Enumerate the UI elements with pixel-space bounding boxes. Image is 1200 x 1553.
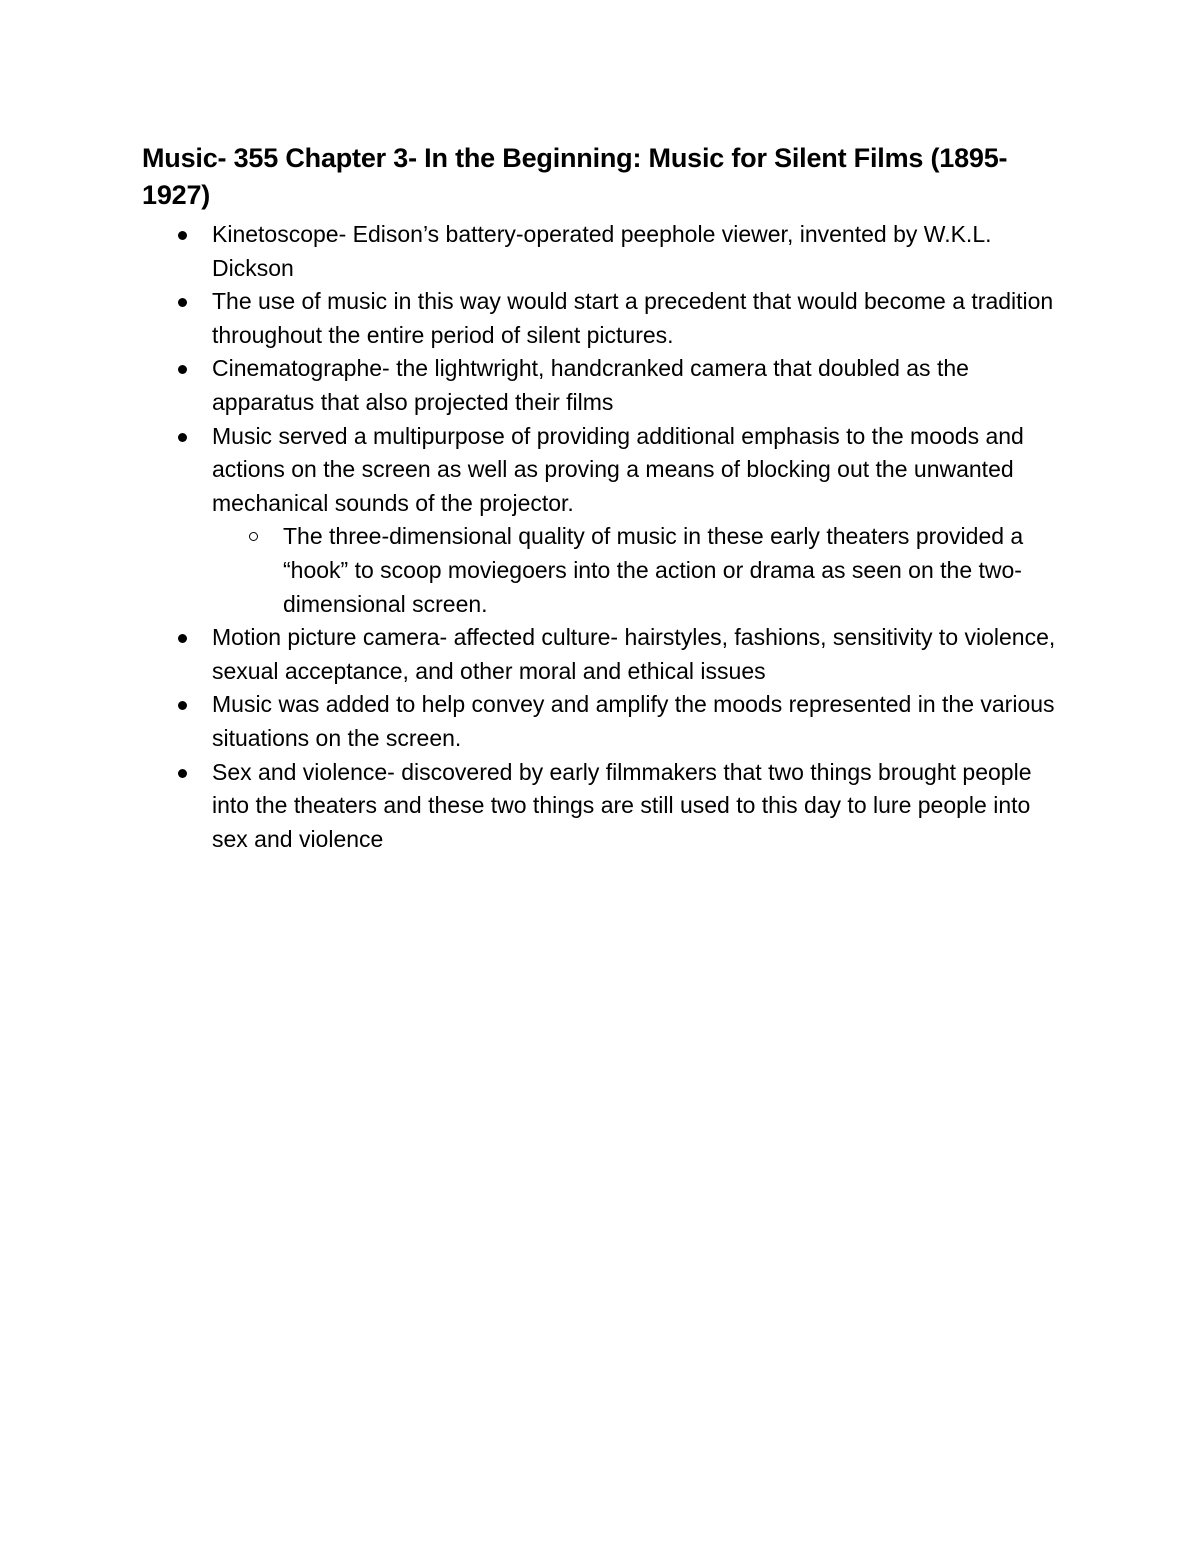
list-item-text: Motion picture camera- affected culture- hairstyles, fashions, sensitivity to violence, sexual acceptance, and other moral and ethical issues: [212, 624, 1056, 684]
hollow-bullet-icon: [249, 532, 258, 541]
bullet-icon: [178, 701, 187, 710]
list-item: [142, 218, 1072, 285]
list-item: [142, 285, 1072, 352]
bullet-icon: [178, 298, 187, 307]
list-item-text: Music served a multipurpose of providing additional emphasis to the moods and actions on the screen as well as proving a means of blocking out the unwanted mechanical sounds of the projector.: [212, 422, 1024, 516]
list-item: [142, 352, 1072, 419]
list-item: [142, 420, 1072, 622]
bullet-icon: [178, 365, 187, 374]
list-item-text: Sex and violence- discovered by early filmmakers that two things brought people into the theaters and these two things are still used to this day to lure people into sex and violence: [212, 758, 1032, 852]
bullet-icon: [178, 769, 187, 778]
list-item: [142, 688, 1072, 755]
sub-list-item-text: The three-dimensional quality of music in these early theaters provided a “hook” to scoop moviegoers into the action or drama as seen on the two-dimensional screen.: [283, 523, 1024, 617]
notes-list: [142, 218, 1072, 856]
document-title: Music- 355 Chapter 3- In the Beginning: Music for Silent Films (1895- 1927): [142, 143, 1008, 210]
sub-list: [212, 520, 1072, 621]
list-item-text: Cinematographe- the lightwright, handcranked camera that doubled as the apparatus that also projected their films: [212, 355, 969, 415]
list-item: [142, 756, 1072, 857]
list-item-text: Kinetoscope- Edison’s battery-operated peephole viewer, invented by W.K.L. Dickson: [212, 221, 992, 281]
bullet-icon: [178, 634, 187, 643]
bullet-icon: [178, 231, 187, 240]
sub-list-item: [212, 520, 1072, 621]
bullet-icon: [178, 433, 187, 442]
list-item-text: The use of music in this way would start a precedent that would become a tradition throughout the entire period of silent pictures.: [212, 288, 1054, 348]
list-item-text: Music was added to help convey and amplify the moods represented in the various situations on the screen.: [212, 691, 1055, 751]
list-item: [142, 621, 1072, 688]
